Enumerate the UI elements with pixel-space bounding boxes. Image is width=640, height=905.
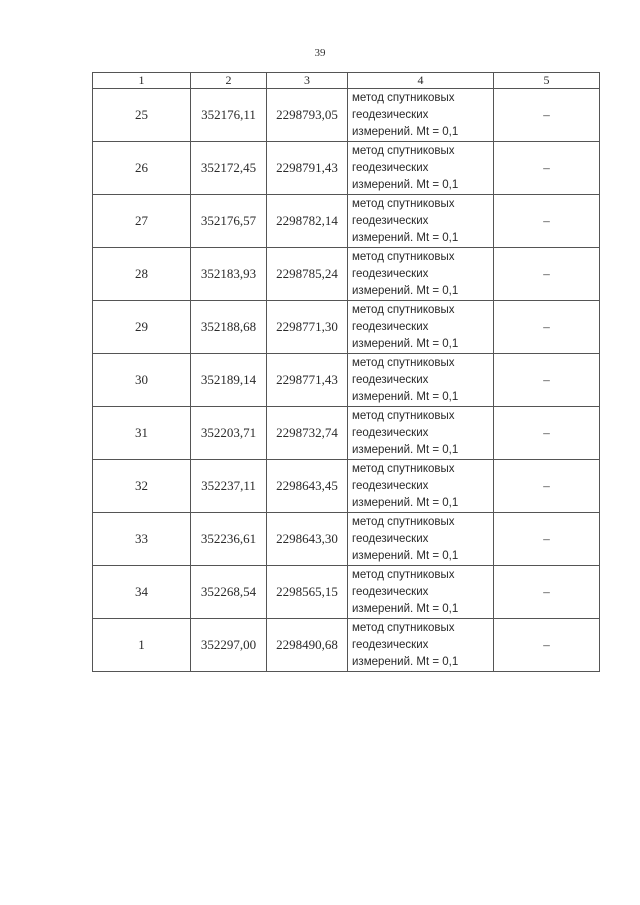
x-coordinate-cell: 352176,11 — [191, 89, 267, 142]
column-header: 3 — [267, 73, 348, 89]
point-number-cell: 31 — [93, 407, 191, 460]
table-row — [93, 354, 600, 407]
method-cell — [348, 89, 494, 142]
y-coordinate-cell: 2298643,30 — [267, 513, 348, 566]
method-line: геодезических — [352, 267, 429, 280]
y-coordinate-cell: 2298643,45 — [267, 460, 348, 513]
point-number-cell: 27 — [93, 195, 191, 248]
x-coordinate-cell: 352237,11 — [191, 460, 267, 513]
method-cell — [348, 354, 494, 407]
y-coordinate-cell: 2298771,43 — [267, 354, 348, 407]
method-cell — [348, 301, 494, 354]
x-coordinate-cell: 352268,54 — [191, 566, 267, 619]
method-line: измерений. Mt = 0,1 — [352, 655, 459, 668]
column-header: 1 — [93, 73, 191, 89]
y-coordinate-cell: 2298793,05 — [267, 89, 348, 142]
method-line: измерений. Mt = 0,1 — [352, 284, 459, 297]
table-row — [93, 142, 600, 195]
method-line: измерений. Mt = 0,1 — [352, 443, 459, 456]
method-line: измерений. Mt = 0,1 — [352, 390, 459, 403]
method-cell — [348, 407, 494, 460]
method-line: метод спутниковых — [352, 568, 455, 581]
table-row — [93, 460, 600, 513]
method-line: геодезических — [352, 532, 429, 545]
note-cell: – — [494, 142, 600, 195]
method-line: метод спутниковых — [352, 621, 455, 634]
method-line: геодезических — [352, 161, 429, 174]
point-number-cell: 34 — [93, 566, 191, 619]
method-line: геодезических — [352, 638, 429, 651]
point-number-cell: 32 — [93, 460, 191, 513]
method-line: метод спутниковых — [352, 356, 455, 369]
point-number-cell: 30 — [93, 354, 191, 407]
point-number-cell: 25 — [93, 89, 191, 142]
x-coordinate-cell: 352183,93 — [191, 248, 267, 301]
method-line: метод спутниковых — [352, 91, 455, 104]
table-row — [93, 89, 600, 142]
column-header: 2 — [191, 73, 267, 89]
note-cell: – — [494, 354, 600, 407]
note-cell: – — [494, 407, 600, 460]
method-cell — [348, 195, 494, 248]
method-line: метод спутниковых — [352, 197, 455, 210]
method-line: геодезических — [352, 373, 429, 386]
method-line: геодезических — [352, 320, 429, 333]
point-number-cell: 33 — [93, 513, 191, 566]
note-cell: – — [494, 566, 600, 619]
method-line: геодезических — [352, 108, 429, 121]
y-coordinate-cell: 2298785,24 — [267, 248, 348, 301]
x-coordinate-cell: 352203,71 — [191, 407, 267, 460]
coordinates-table — [92, 72, 600, 672]
y-coordinate-cell: 2298791,43 — [267, 142, 348, 195]
y-coordinate-cell: 2298490,68 — [267, 619, 348, 672]
method-line: измерений. Mt = 0,1 — [352, 496, 459, 509]
method-cell — [348, 248, 494, 301]
y-coordinate-cell: 2298782,14 — [267, 195, 348, 248]
x-coordinate-cell: 352188,68 — [191, 301, 267, 354]
table-body — [93, 89, 600, 672]
method-line: геодезических — [352, 426, 429, 439]
table-row — [93, 619, 600, 672]
method-cell — [348, 460, 494, 513]
method-line: измерений. Mt = 0,1 — [352, 549, 459, 562]
method-line: измерений. Mt = 0,1 — [352, 337, 459, 350]
note-cell: – — [494, 248, 600, 301]
method-line: геодезических — [352, 585, 429, 598]
method-line: геодезических — [352, 214, 429, 227]
method-line: метод спутниковых — [352, 250, 455, 263]
method-line: метод спутниковых — [352, 303, 455, 316]
point-number-cell: 29 — [93, 301, 191, 354]
note-cell: – — [494, 301, 600, 354]
method-cell — [348, 142, 494, 195]
method-cell — [348, 513, 494, 566]
x-coordinate-cell: 352297,00 — [191, 619, 267, 672]
note-cell: – — [494, 513, 600, 566]
column-header: 5 — [494, 73, 600, 89]
method-line: метод спутниковых — [352, 409, 455, 422]
x-coordinate-cell: 352172,45 — [191, 142, 267, 195]
note-cell: – — [494, 619, 600, 672]
page-number: 39 — [314, 47, 326, 59]
method-line: метод спутниковых — [352, 462, 455, 475]
method-cell — [348, 619, 494, 672]
method-line: геодезических — [352, 479, 429, 492]
note-cell: – — [494, 89, 600, 142]
method-line: метод спутниковых — [352, 144, 455, 157]
table-row — [93, 301, 600, 354]
table-header-row — [93, 73, 600, 89]
table-row — [93, 566, 600, 619]
method-line: измерений. Mt = 0,1 — [352, 602, 459, 615]
column-header: 4 — [348, 73, 494, 89]
method-line: измерений. Mt = 0,1 — [352, 231, 459, 244]
point-number-cell: 28 — [93, 248, 191, 301]
table-row — [93, 513, 600, 566]
y-coordinate-cell: 2298771,30 — [267, 301, 348, 354]
x-coordinate-cell: 352176,57 — [191, 195, 267, 248]
point-number-cell: 1 — [93, 619, 191, 672]
note-cell: – — [494, 195, 600, 248]
method-line: измерений. Mt = 0,1 — [352, 178, 459, 191]
note-cell: – — [494, 460, 600, 513]
method-line: измерений. Mt = 0,1 — [352, 125, 459, 138]
x-coordinate-cell: 352236,61 — [191, 513, 267, 566]
y-coordinate-cell: 2298732,74 — [267, 407, 348, 460]
x-coordinate-cell: 352189,14 — [191, 354, 267, 407]
table-row — [93, 195, 600, 248]
method-line: метод спутниковых — [352, 515, 455, 528]
table-row — [93, 407, 600, 460]
point-number-cell: 26 — [93, 142, 191, 195]
method-cell — [348, 566, 494, 619]
y-coordinate-cell: 2298565,15 — [267, 566, 348, 619]
table-row — [93, 248, 600, 301]
